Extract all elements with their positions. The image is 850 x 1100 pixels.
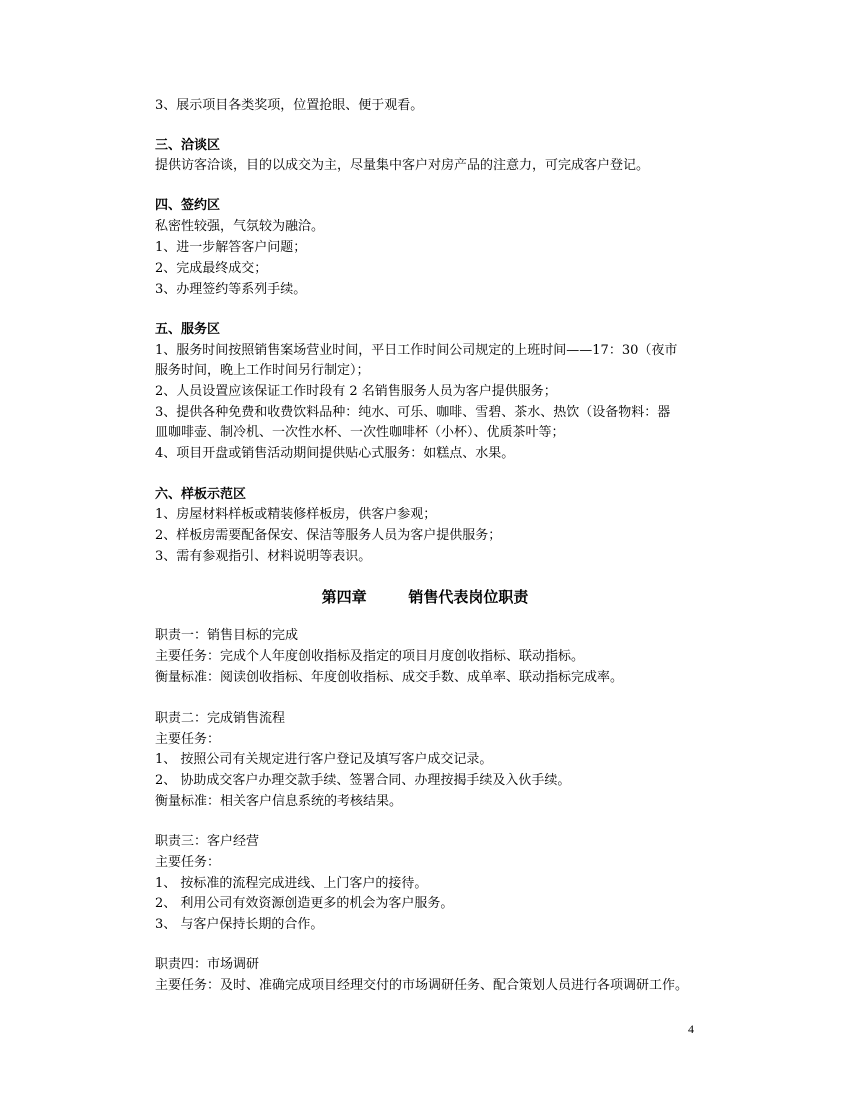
section-heading: 三、洽谈区 <box>155 138 221 153</box>
text-line: 职责二：完成销售流程 <box>155 711 286 726</box>
text-line: 3、提供各种免费和收费饮料品种：纯水、可乐、咖啡、雪碧、茶水、热饮（设备物料：器 <box>155 405 671 420</box>
text-line: 主要任务：完成个人年度创收指标及指定的项目月度创收指标、联动指标。 <box>155 649 585 664</box>
section-heading: 五、服务区 <box>155 322 221 337</box>
text-line: 职责四：市场调研 <box>155 957 260 972</box>
text-line: 衡量标准：阅读创收指标、年度创收指标、成交手数、成单率、联动指标完成率。 <box>155 670 624 685</box>
text-line: 主要任务： <box>155 855 221 870</box>
text-line: 3、 与客户保持长期的合作。 <box>155 917 324 932</box>
text-line: 4、项目开盘或销售活动期间提供贴心式服务：如糕点、水果。 <box>155 446 515 461</box>
text-line: 职责三：客户经营 <box>155 834 260 849</box>
section-heading: 六、样板示范区 <box>155 487 247 502</box>
text-line: 1、 按标准的流程完成进线、上门客户的接待。 <box>155 876 428 891</box>
text-line: 2、样板房需要配备保安、保洁等服务人员为客户提供服务； <box>155 528 502 543</box>
text-line: 衡量标准：相关客户信息系统的考核结果。 <box>155 794 403 809</box>
section-heading: 四、签约区 <box>155 198 221 213</box>
text-line: 2、 利用公司有效资源创造更多的机会为客户服务。 <box>155 896 454 911</box>
text-line: 私密性较强，气氛较为融洽。 <box>155 219 325 234</box>
page-number: 4 <box>688 1022 694 1036</box>
text-line: 2、 协助成交客户办理交款手续、签署合同、办理按揭手续及入伙手续。 <box>155 773 571 788</box>
text-line: 1、进一步解答客户问题； <box>155 240 307 255</box>
text-line: 1、 按照公司有关规定进行客户登记及填写客户成交记录。 <box>155 752 493 767</box>
text-line: 2、完成最终成交； <box>155 261 268 276</box>
text-line: 2、人员设置应该保证工作时段有 2 名销售服务人员为客户提供服务； <box>155 384 557 399</box>
text-line: 1、服务时间按照销售案场营业时间，平日工作时间公司规定的上班时间——17：30（夜市 <box>155 343 678 358</box>
text-line: 主要任务：及时、准确完成项目经理交付的市场调研任务、配合策划人员进行各项调研工作。 <box>155 978 689 993</box>
text-line: 1、房屋材料样板或精装修样板房，供客户参观； <box>155 507 437 522</box>
text-line: 皿咖啡壶、制冷机、一次性水杯、一次性咖啡杯（小杯）、优质茶叶等； <box>155 425 565 440</box>
text-line: 3、需有参观指引、材料说明等表识。 <box>155 549 372 564</box>
text-line: 3、展示项目各类奖项，位置抢眼、便于观看。 <box>155 98 424 113</box>
text-line: 提供访客洽谈，目的以成交为主，尽量集中客户对房产品的注意力，可完成客户登记。 <box>155 158 650 173</box>
text-line: 职责一：销售目标的完成 <box>155 628 299 643</box>
text-line: 主要任务： <box>155 732 221 747</box>
chapter-title: 第四章 销售代表岗位职责 <box>321 588 529 606</box>
text-line: 3、办理签约等系列手续。 <box>155 282 307 297</box>
text-line: 服务时间，晚上工作时间另行制定）； <box>155 363 370 378</box>
